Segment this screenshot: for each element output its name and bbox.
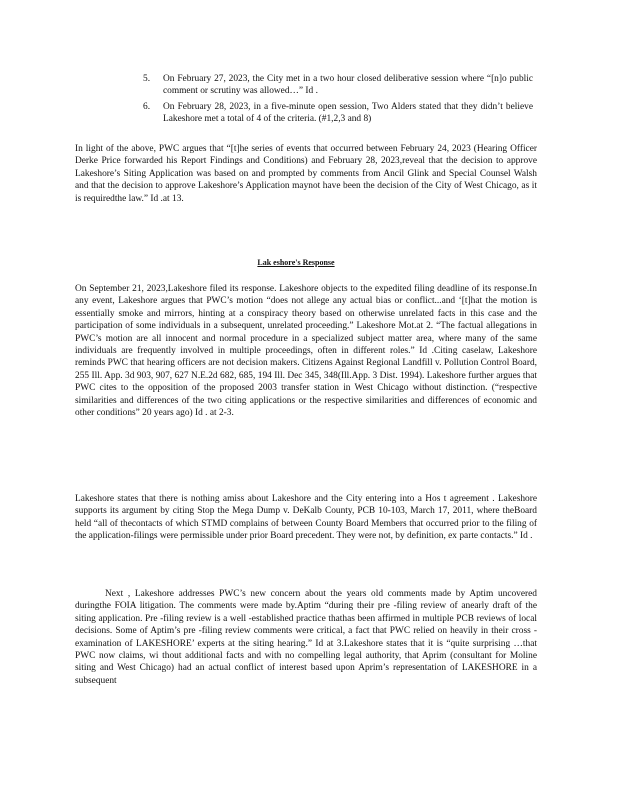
- list-item-text: On February 27, 2023, the City met in a two hour closed deliberative session where “[n]o public comment or scrutiny was allowed…” Id .: [163, 74, 533, 97]
- list-item-number: 5.: [143, 74, 151, 84]
- list-item: [143, 73, 533, 98]
- paragraph-lakeshore-response: On September 21, 2023,Lakeshore filed its response. Lakeshore objects to the expedited filing deadline of its response.In any event, Lakeshore argues that PWC’s motion “does not allege any actual bias or conflict...and ‘[t]hat the motion is essentially smoke and mirrors, hinting at a conspiracy theory based on otherwise unrelated facts in this case and the participation of some individuals in a subsequent, unrelated proceeding.” Lakeshore Mot.at 2. “The factual allegations in PWC’s motion are all innocent and normal procedure in a specialized subject matter area, where many of the same individuals are frequently involved in multiple proceedings, often in different roles.” Id .Citing caselaw, Lakeshore reminds PWC that hearing officers are not decision makers. Citizens Against Regional Landfill v. Pollution Control Board, 255 Ill. App. 3d 903, 907, 627 N.E.2d 682, 685, 194 Ill. Dec 345, 348(Ill.App. 3 Dist. 1994). Lakeshore further argues that PWC cites to the opposition of the proposed 2003 transfer station in West Chicago without distinction. (“respective similarities and differences of the two citing applications or the respective similarities and differences of economic and other conditions” 20 years ago) Id . at 2-3.: [75, 284, 537, 419]
- list-item: [143, 101, 533, 126]
- list-item-number: 6.: [143, 101, 151, 112]
- paragraph-host-agreement: Lakeshore states that there is nothing amiss about Lakeshore and the City entering into a Hos t agreement . Lakeshore supports its argument by citing Stop the Mega Dump v. DeKalb County, PCB 10-103, March 17, 2011, where theBoard held “all of thecontacts of which STMD complains of between County Board Members that occurred prior to the filing of the application-filings were permissible under prior Board precedent. They were not, by definition, ex parte contacts.” Id .: [75, 494, 537, 542]
- numbered-list: [143, 73, 533, 129]
- list-item-text: On February 28, 2023, in a five-minute open session, Two Alders stated that they didn’t believe Lakeshore met a total of 4 of the criteria. (#1,2,3 and 8): [163, 101, 533, 125]
- paragraph-aptim-comments: Next , Lakeshore addresses PWC’s new concern about the years old comments made by Aptim uncovered duringthe FOIA litigation. The comments were made by.Aptim “during their pre -filing review of anearly draft of the siting application. Pre -filing review is a well -established practice thathas been affirmed in multiple PCB reviews of local decisions. Some of Aptim’s pre -filing review comments were critical, a fact that PWC relied on heavily in their cross -examination of LAKESHORE’ experts at the siting hearing.” Id at 3.Lakeshore states that it is “quite surprising …that PWC now claims, wi thout additional facts and with no compelling legal authority, that Aprim (consultant for Moline siting and West Chicago) had an actual conflict of interest based upon Aprim’s representation of LAKESHORE in a subsequent: [75, 589, 537, 686]
- section-heading-text: Lak eshore's Response: [257, 258, 335, 267]
- section-heading: [0, 257, 618, 269]
- paragraph-pwc-argument: In light of the above, PWC argues that “[t]he series of events that occurred between February 24, 2023 (Hearing Officer Derke Price forwarded his Report Findings and Conditions) and February 28, 2023,reveal that the decision to approve Lakeshore’s Siting Application was based on and prompted by comments from Ancil Glink and Special Counsel Walsh and that the decision to approve Lakeshore’s Application maynot have been the decision of the City of West Chicago, as it is requiredthe law.” Id .at 13.: [75, 144, 537, 204]
